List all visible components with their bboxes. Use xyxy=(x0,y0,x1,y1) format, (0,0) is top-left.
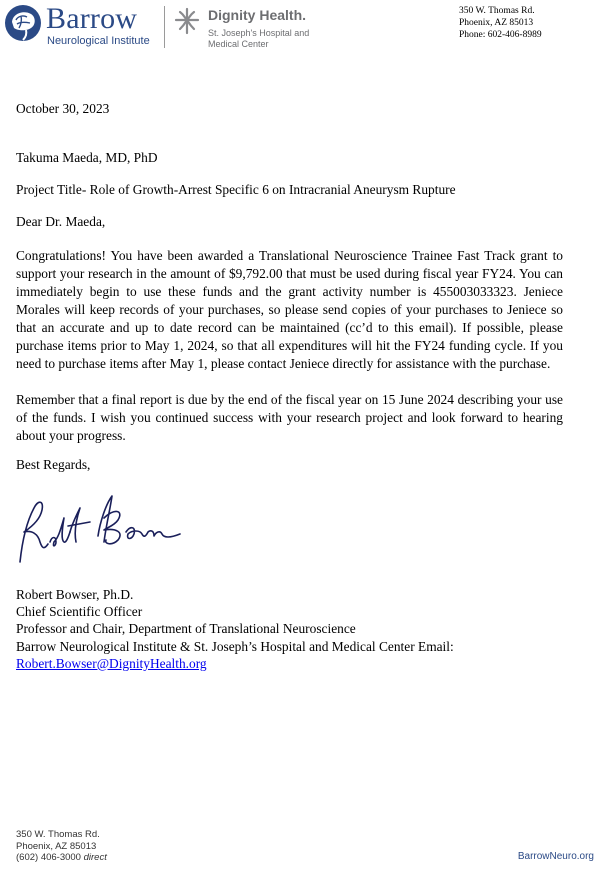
letter-paragraph-award: Congratulations! You have been awarded a Translational Neuroscience Trainee Fast Track grant to support your research in the amount of $9,792.00 that must be used during fiscal year FY24. You can immediately begin to use these funds and the grant activity number is 455003033323. Jeniece Morales will keep records of your purchases, so please send copies of your purchases to Jeniece so that an accurate and up to date record can be maintained (cc’d to this email). If possible, please purchase items prior to May 1, 2024, so that all expenditures will hit the FY24 funding cycle. If you need to purchase items after May 1, please contact Jeniece directly for assistance with the purchase. xyxy=(16,248,563,371)
barrow-wordmark: Barrow xyxy=(46,2,138,35)
dignity-health-subtitle-line1: St. Joseph's Hospital and xyxy=(208,28,310,38)
header-address-phone: Phone: 602-406-8989 xyxy=(459,30,542,40)
signer-title: Chief Scientific Officer xyxy=(16,604,143,620)
barrow-subtitle: Neurological Institute xyxy=(47,35,150,47)
header-address-city: Phoenix, AZ 85013 xyxy=(459,18,534,28)
dignity-health-cross-icon xyxy=(172,6,202,36)
footer-phone-suffix: direct xyxy=(83,852,107,864)
barrow-logo xyxy=(4,4,162,50)
letter-recipient: Takuma Maeda, MD, PhD xyxy=(16,150,158,165)
footer-address-city: Phoenix, AZ 85013 xyxy=(16,840,97,852)
dignity-health-wordmark: Dignity Health. xyxy=(208,7,307,23)
barrow-brain-emblem-icon xyxy=(4,4,42,46)
dignity-health-logo xyxy=(172,6,332,50)
signer-email-link[interactable]: Robert.Bowser@DignityHealth.org xyxy=(16,655,207,671)
letter-salutation: Dear Dr. Maeda, xyxy=(16,214,106,229)
dignity-health-subtitle-line2: Medical Center xyxy=(208,39,269,49)
header-address xyxy=(459,5,542,41)
letter-paragraph-report: Remember that a final report is due by the end of the fiscal year on 15 June 2024 describing your use of the funds. I wish you continued success with your research project and look forward to hearing about your progress. xyxy=(16,392,563,443)
project-title: Project Title- Role of Growth-Arrest Specific 6 on Intracranial Aneurysm Rupture xyxy=(16,182,456,197)
footer-phone-line xyxy=(16,852,107,864)
footer-phone: (602) 406-3000 xyxy=(16,852,81,864)
letter-date: October 30, 2023 xyxy=(16,101,110,116)
signer-role: Professor and Chair, Department of Translational Neuroscience xyxy=(16,621,356,637)
signer-name: Robert Bowser, Ph.D. xyxy=(16,587,134,602)
signature-block xyxy=(16,586,563,672)
letter-closing: Best Regards, xyxy=(16,457,91,472)
footer-address-street: 350 W. Thomas Rd. xyxy=(16,829,100,840)
footer-address xyxy=(16,829,107,864)
logo-divider xyxy=(164,6,165,48)
signer-organization: Barrow Neurological Institute & St. Joseph’s Hospital and Medical Center Email: xyxy=(16,638,454,654)
handwritten-signature xyxy=(14,488,186,568)
header-address-street: 350 W. Thomas Rd. xyxy=(459,6,535,16)
footer-website-link[interactable]: BarrowNeuro.org xyxy=(517,851,594,862)
